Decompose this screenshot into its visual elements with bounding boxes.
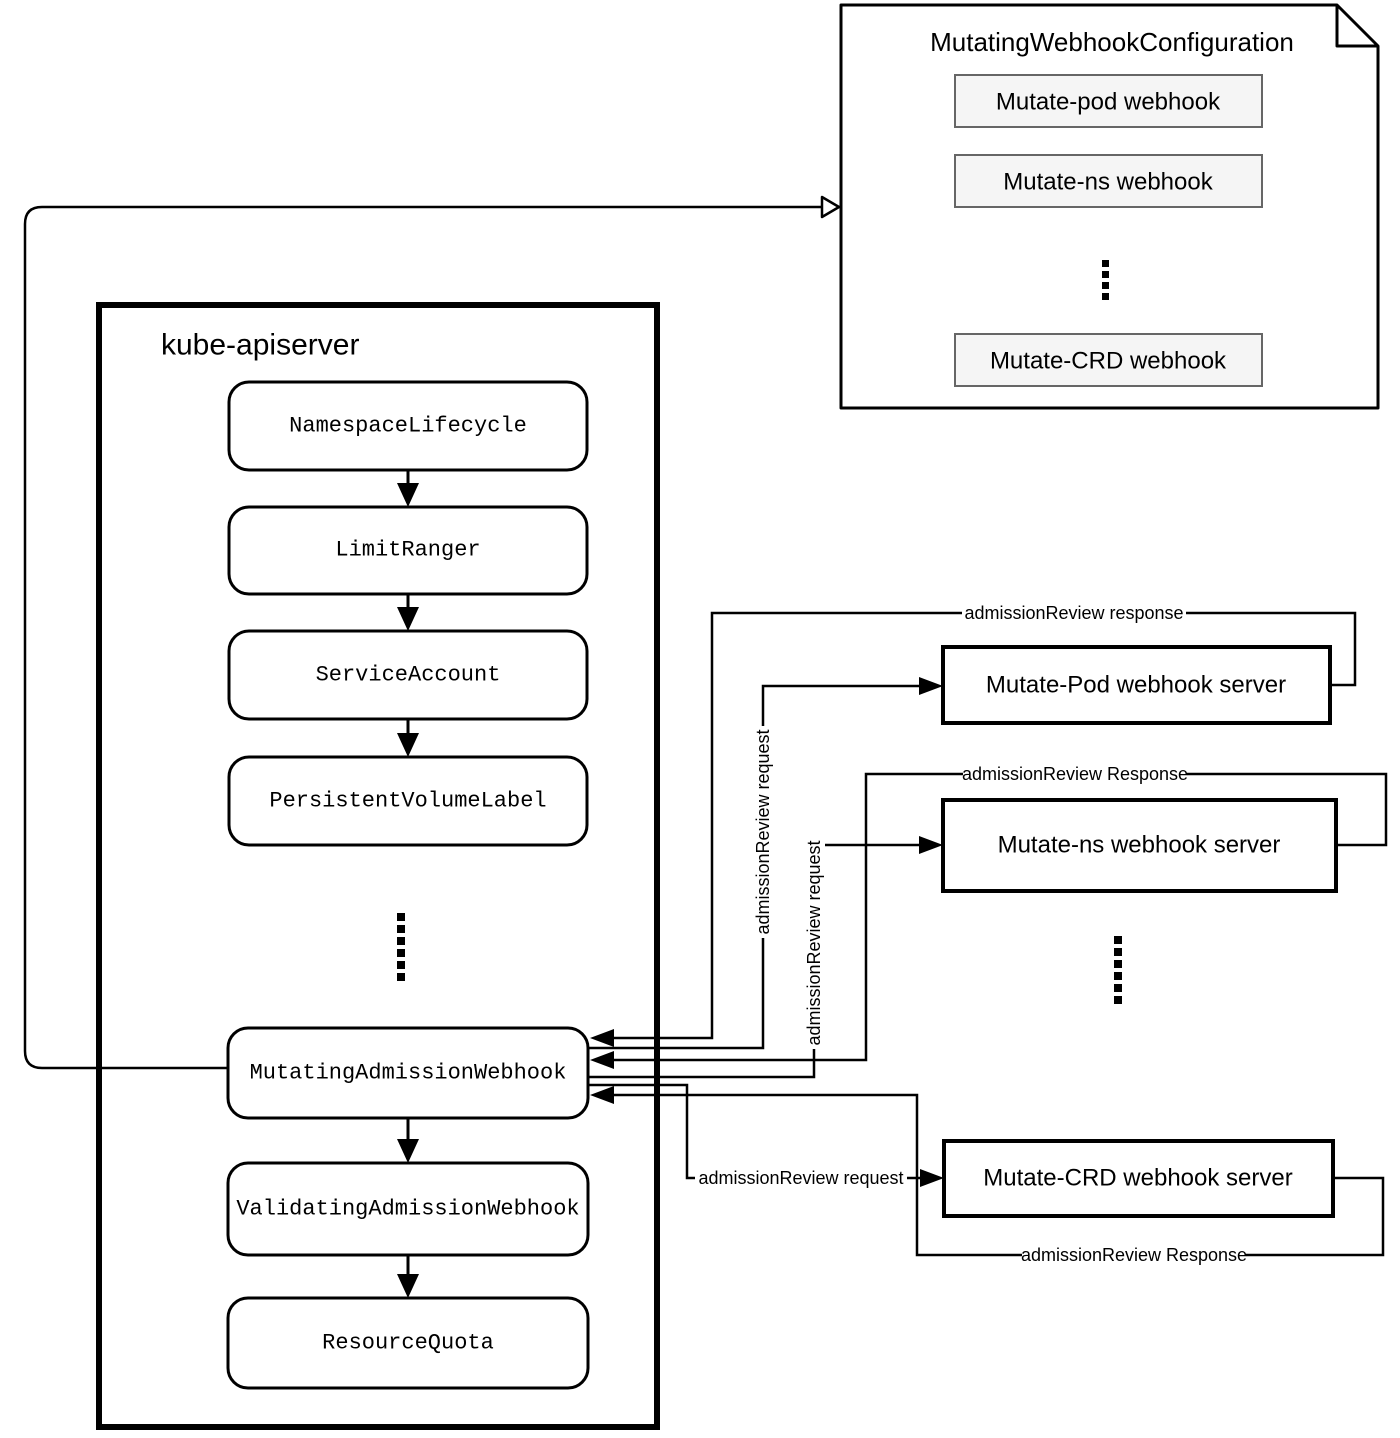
arrowhead-into-pod-server bbox=[919, 677, 943, 695]
svg-text:admissionReview request: admissionReview request bbox=[804, 840, 824, 1046]
plugin-service-account-label: ServiceAccount bbox=[315, 662, 501, 688]
config-title: MutatingWebhookConfiguration bbox=[930, 27, 1294, 57]
svg-text:admissionReview Response: admissionReview Response bbox=[961, 764, 1189, 784]
edge-label-crd-response bbox=[1021, 1244, 1247, 1266]
svg-text:admissionReview request: admissionReview request bbox=[753, 729, 773, 935]
edge-label-pod-request bbox=[752, 726, 774, 938]
plugin-validating-admission-webhook-label: ValidatingAdmissionWebhook bbox=[236, 1196, 580, 1222]
servers-vertical-ellipsis-icon bbox=[1114, 936, 1122, 1004]
config-item-mutate-pod-label: Mutate-pod webhook bbox=[995, 88, 1221, 116]
kube-apiserver-box bbox=[99, 305, 657, 1427]
open-arrowhead-icon bbox=[822, 197, 839, 217]
svg-text:admissionReview Response: admissionReview Response bbox=[1020, 1245, 1248, 1265]
svg-text:admissionReview response: admissionReview response bbox=[964, 603, 1184, 623]
arrowhead-into-crd-server bbox=[920, 1169, 944, 1187]
mutate-pod-webhook-server-label: Mutate-Pod webhook server bbox=[985, 671, 1287, 699]
svg-text:admissionReview request: admissionReview request bbox=[698, 1168, 904, 1188]
edge-label-crd-request bbox=[695, 1167, 907, 1189]
arrowhead-into-ns-server bbox=[919, 836, 943, 854]
mutate-crd-webhook-server-label: Mutate-CRD webhook server bbox=[983, 1164, 1293, 1192]
config-item-mutate-crd-label: Mutate-CRD webhook bbox=[989, 347, 1227, 375]
edge-label-ns-response bbox=[962, 763, 1188, 785]
plugin-limit-ranger-label: LimitRanger bbox=[335, 537, 481, 563]
plugin-resource-quota-label: ResourceQuota bbox=[322, 1330, 494, 1356]
plugin-namespace-lifecycle-label: NamespaceLifecycle bbox=[289, 413, 527, 439]
config-item-mutate-ns-label: Mutate-ns webhook bbox=[1003, 168, 1213, 196]
kube-apiserver-title: kube-apiserver bbox=[161, 328, 360, 362]
plugin-mutating-admission-webhook-label: MutatingAdmissionWebhook bbox=[249, 1060, 567, 1086]
edge-label-ns-request bbox=[803, 837, 825, 1049]
mutate-ns-webhook-server-label: Mutate-ns webhook server bbox=[997, 831, 1281, 859]
plugin-persistent-volume-label-label: PersistentVolumeLabel bbox=[269, 788, 547, 814]
edge-label-pod-response bbox=[962, 602, 1186, 624]
